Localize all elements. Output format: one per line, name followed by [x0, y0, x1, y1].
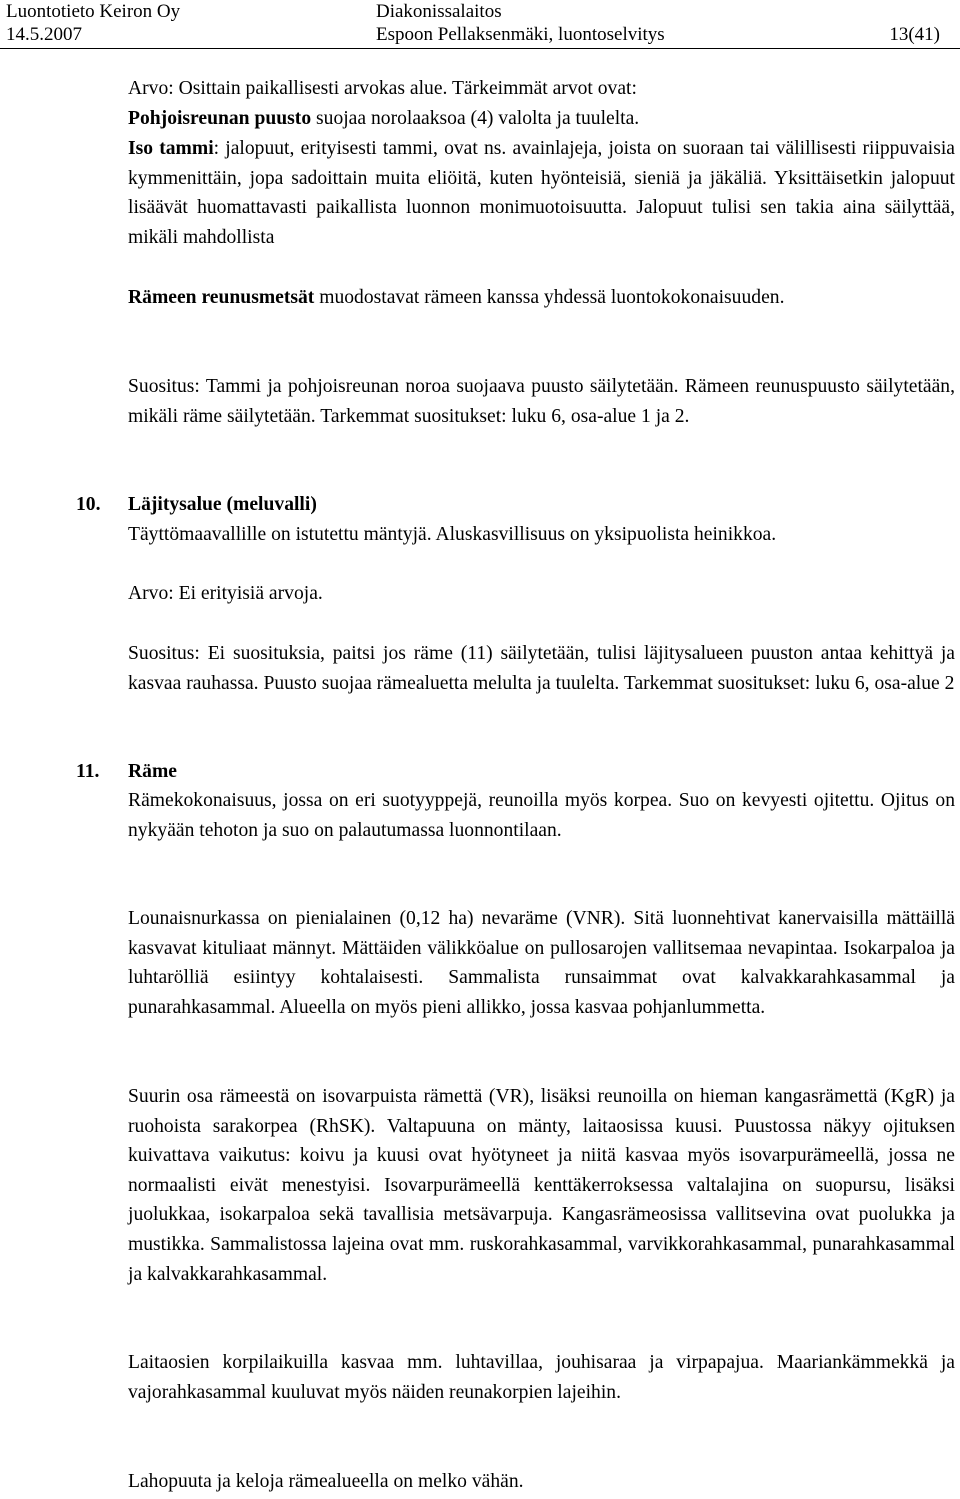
section9-item-reunusmetsat [128, 283, 955, 313]
section10-recommendation: Suositus: Ei suosituksia, paitsi jos räme (11) säilytetään, tulisi läjitysalueen puuston antaa kehittyä ja kasvaa rauhassa. Puusto suojaa rämealuetta melulta ja tuulelta. Tarkemmat suositukset: luku 6, osa-alue 2 [128, 643, 955, 694]
header-row-1 [0, 0, 960, 23]
section9-item-puusto [128, 104, 955, 134]
section10-title: Läjitysalue (meluvalli) [128, 494, 317, 515]
header-date: 14.5.2007 [6, 24, 82, 45]
header-page-number: 13(41) [889, 24, 940, 45]
section11-paragraph-5: Lahopuuta ja keloja rämealueella on melko vähän. [128, 1471, 524, 1492]
section10-description: Täyttömaavallille on istutettu mäntyjä. Aluskasvillisuus on yksipuolista heinikkoa. [128, 524, 777, 545]
header-client: Diakonissalaitos [376, 1, 502, 22]
section10-value: Arvo: Ei erityisiä arvoja. [128, 583, 323, 604]
section9-item-puusto-text: suojaa norolaaksoa (4) valolta ja tuulelta. [311, 108, 640, 129]
section9-item-tammi [128, 134, 955, 252]
header-rule [0, 48, 960, 49]
section9-recommendation: Suositus: Tammi ja pohjoisreunan noroa suojaava puusto säilytetään. Rämeen reunuspuusto säilytetään, mikäli räme säilytetään. Tarkemmat suositukset: luku 6, osa-alue 1 ja 2. [128, 376, 955, 427]
section10-number: 10. [76, 494, 101, 515]
section11-paragraph-1: Rämekokonaisuus, jossa on eri suotyyppejä, reunoilla myös korpea. Suo on kevyesti ojitettu. Ojitus on nykyään tehoton ja suo on palautumassa luonnontilaan. [128, 790, 955, 841]
section9-value: Arvo: Osittain paikallisesti arvokas alue. Tärkeimmät arvot ovat: [128, 78, 637, 99]
section11-heading [76, 757, 956, 787]
page-header [0, 0, 960, 46]
section9-item-puusto-label: Pohjoisreunan puusto [128, 108, 312, 129]
section9-item-reunusmetsat-label: Rämeen reunusmetsät [128, 287, 315, 308]
header-project: Espoon Pellaksenmäki, luontoselvitys [376, 24, 665, 45]
header-company: Luontotieto Keiron Oy [6, 1, 181, 22]
section9-item-reunusmetsat-text: muodostavat rämeen kanssa yhdessä luontokokonaisuuden. [314, 287, 785, 308]
header-row-2 [0, 23, 960, 46]
section11-title: Räme [128, 761, 177, 782]
section11-paragraph-2: Lounaisnurkassa on pienialainen (0,12 ha) nevaräme (VNR). Sitä luonnehtivat kanervaisilla mättäillä kasvavat kituliaat männyt. Mättäiden välikköalue on pullosarojen vallitsemaa nevapintaa. Isokarpaloa ja luhtarölliä esiintyy kohtalaisesti. Sammalista runsaimmat ovat kalvakkarahkasammal ja punarahkasammal. Alueella on myös pieni allikko, jossa kasvaa pohjanlummetta. [128, 908, 955, 1018]
section10-heading [76, 490, 956, 520]
section11-paragraph-3: Suurin osa rämeestä on isovarpuista rämettä (VR), lisäksi reunoilla on hieman kangasrämettä (KgR) ja ruohoista sarakorpea (RhSK). Valtapuuna on mänty, laitaosissa kuusi. Puustossa näkyy ojituksen kuivattava vaikutus: koivu ja kuusi ovat hyötyneet ja niitä kasvaa myös isovarpurämeellä, jossa ne normaalisti eivät menestyisi. Isovarpurämeellä kenttäkerroksessa valtalajina on suopursu, lisäksi juolukkaa, isokarpaloa sekä tavallisia metsävarpuja. Kangasrämeosissa vallitsevina ovat puolukka ja mustikka. Sammalistossa lajeina ovat mm. ruskorahkasammal, varvikkorahkasammal, punarahkasammal ja kalvakkarahkasammal. [128, 1086, 955, 1285]
section11-number: 11. [76, 761, 100, 782]
section9-item-tammi-text: : jalopuut, erityisesti tammi, ovat ns. avainlajeja, joista on suoraan tai välillisesti riippuvaisia kymmenittäin, jopa sadoittain muita eliöitä, kuten hyönteisiä, sieniä ja jäkäliä. Yksittäisetkin jalopuut lisäävät huomattavasti paikallista luonnon monimuotoisuutta. Jalopuut tulisi sen takia aina säilyttää, mikäli mahdollista [128, 138, 955, 248]
section11-paragraph-4: Laitaosien korpilaikuilla kasvaa mm. luhtavillaa, jouhisaraa ja virpapajua. Maariankämmekkä ja vajorahkasammal kuuluvat myös näiden reunakorpien lajeihin. [128, 1352, 955, 1403]
section9-item-tammi-label: Iso tammi [128, 138, 214, 159]
